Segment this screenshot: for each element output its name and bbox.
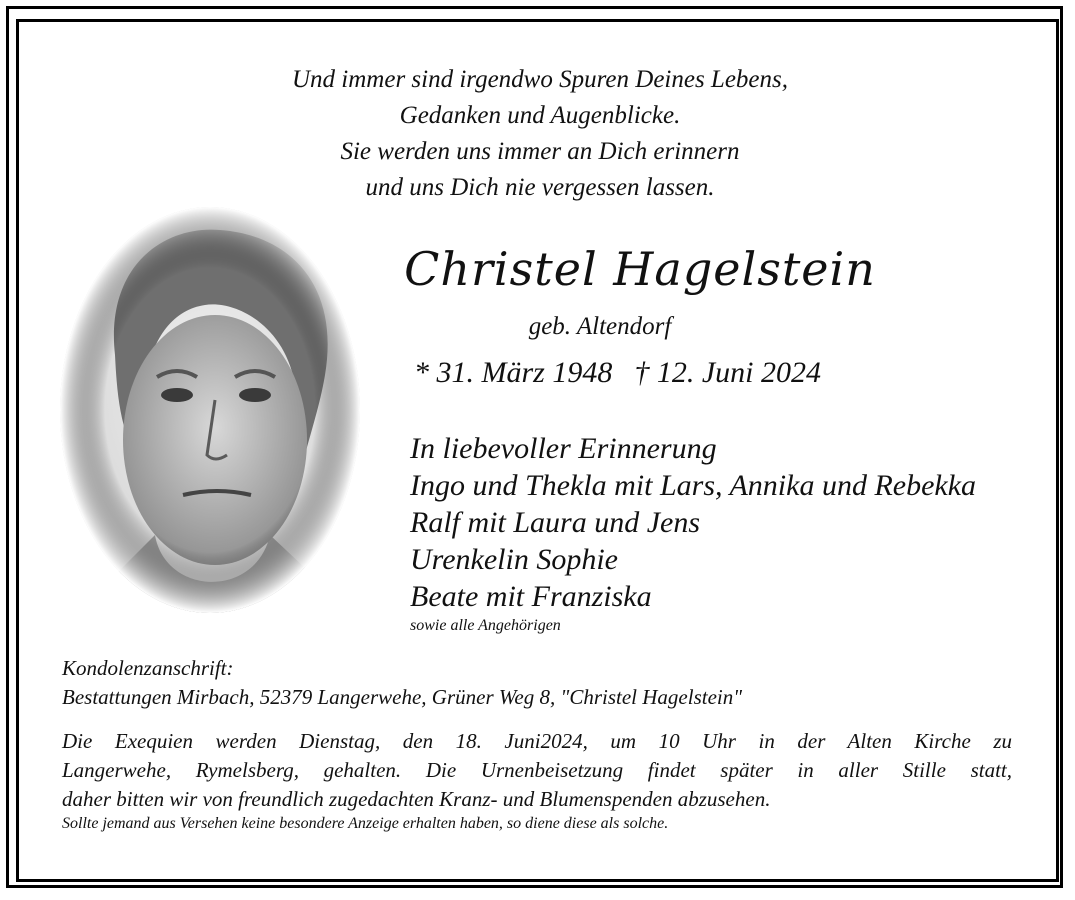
family-line: Ingo und Thekla mit Lars, Annika und Rebekka — [410, 469, 977, 502]
condolence-address — [62, 654, 1012, 712]
exequies-text — [62, 727, 1012, 814]
poem-line: Gedanken und Augenblicke. — [399, 102, 681, 129]
notice-text: Sollte jemand aus Versehen keine besondere Anzeige erhalten haben, so diene diese als solche. — [62, 815, 669, 832]
condolence-address-text: Bestattungen Mirbach, 52379 Langerwehe, Grüner Weg 8, "Christel Hagelstein" — [62, 685, 743, 709]
family-line: Beate mit Franziska — [410, 580, 652, 613]
condolence-label: Kondolenzanschrift: — [62, 656, 234, 680]
exequies-line: daher bitten wir von freundlich zugedachten Kranz- und Blumenspenden abzusehen. — [62, 787, 771, 811]
family-line: Ralf mit Laura und Jens — [410, 506, 700, 539]
poem-line: Sie werden uns immer an Dich erinnern — [340, 138, 740, 165]
life-dates — [414, 356, 843, 390]
family-list — [410, 430, 976, 615]
exequies-line: Die Exequien werden Dienstag, den 18. Juni2024, um 10 Uhr in der Alten Kirche zu — [62, 729, 1012, 753]
family-line: In liebevoller Erinnerung — [410, 432, 717, 465]
relatives-note: sowie alle Angehörigen — [410, 617, 561, 634]
poem-line: und uns Dich nie vergessen lassen. — [365, 174, 715, 201]
poem-line: Und immer sind irgendwo Spuren Deines Lebens, — [291, 66, 789, 93]
memorial-poem — [180, 62, 900, 206]
exequies-line: Langerwehe, Rymelsberg, gehalten. Die Urnenbeisetzung findet später in aller Stille statt, — [62, 758, 1012, 782]
deceased-name: Christel Hagelstein — [404, 242, 876, 296]
death-date: † 12. Juni 2024 — [634, 356, 821, 389]
birth-date: * 31. März 1948 — [414, 356, 613, 389]
birth-name: geb. Altendorf — [528, 313, 672, 340]
portrait-photo — [55, 205, 365, 615]
family-line: Urenkelin Sophie — [410, 543, 618, 576]
